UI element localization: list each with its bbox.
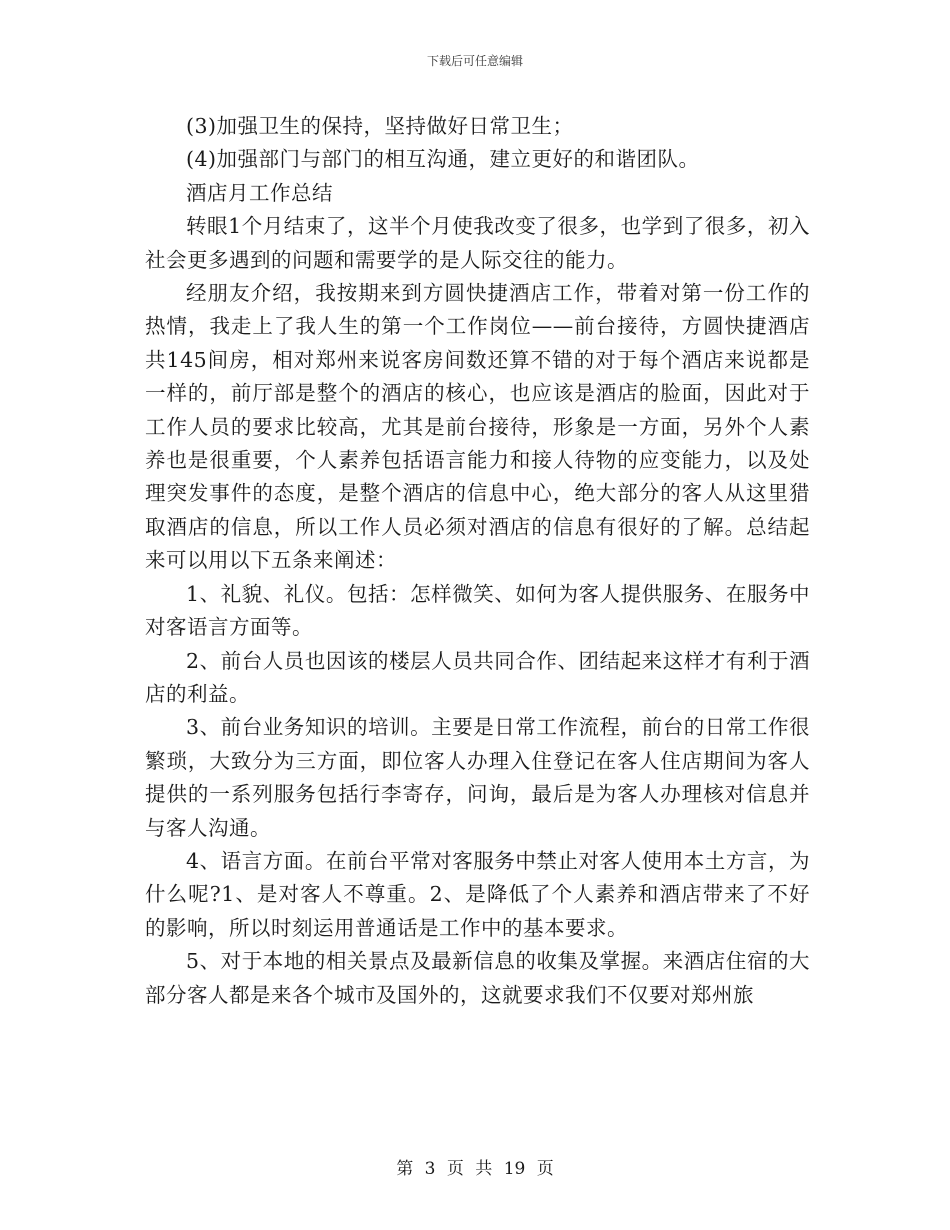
list-item-3: 3、前台业务知识的培训。主要是日常工作流程，前台的日常工作很繁琐，大致分为三方面，即位客人办理入住登记在客人住店期间为客人提供的一系列服务包括行李寄存，问询，最后是为客人办理核对信息并与客人沟通。 — [145, 715, 810, 840]
paragraph-background: 经朋友介绍，我按期来到方圆快捷酒店工作，带着对第一份工作的热情，我走上了我人生的第一个工作岗位——前台接待，方圆快捷酒店共145间房，相对郑州来说客房间数还算不错的对于每个酒店来说都是一样的，前厅部是整个的酒店的核心，也应该是酒店的脸面，因此对于工作人员的要求比较高，尤其是前台接待，形象是一方面，另外个人素养也是很重要，个人素养包括语言能力和接人待物的应变能力，以及处理突发事件的态度，是整个酒店的信息中心，绝大部分的客人从这里猎取酒店的信息，所以工作人员必须对酒店的信息有很好的了解。总结起来可以用以下五条来阐述： — [145, 281, 810, 573]
section-title: 酒店月工作总结 — [186, 180, 333, 205]
page-header-note: 下载后可任意编辑 — [426, 54, 523, 68]
list-item-1: 1、礼貌、礼仪。包括：怎样微笑、如何为客人提供服务、在服务中对客语言方面等。 — [145, 581, 810, 640]
paragraph-1: (3)加强卫生的保持，坚持做好日常卫生； — [186, 114, 574, 138]
list-item-2: 2、前台人员也因该的楼层人员共同合作、团结起来这样才有利于酒店的利益。 — [145, 648, 810, 706]
document-body — [145, 110, 810, 1012]
paragraph-intro: 转眼1个月结束了，这半个月使我改变了很多，也学到了很多，初入社会更多遇到的问题和需要学的是人际交往的能力。 — [145, 214, 810, 272]
paragraph-2: (4)加强部门与部门的相互沟通，建立更好的和谐团队。 — [186, 147, 700, 172]
page-number: 第 3 页 共 19 页 — [396, 1159, 554, 1179]
list-item-5: 5、对于本地的相关景点及最新信息的收集及掌握。来酒店住宿的大部分客人都是来各个城市及国外的，这就要求我们不仅要对郑州旅 — [145, 949, 810, 1007]
list-item-4: 4、语言方面。在前台平常对客服务中禁止对客人使用本土方言，为什么呢?1、是对客人不尊重。2、是降低了个人素养和酒店带来了不好的影响，所以时刻运用普通话是工作中的基本要求。 — [145, 848, 810, 940]
